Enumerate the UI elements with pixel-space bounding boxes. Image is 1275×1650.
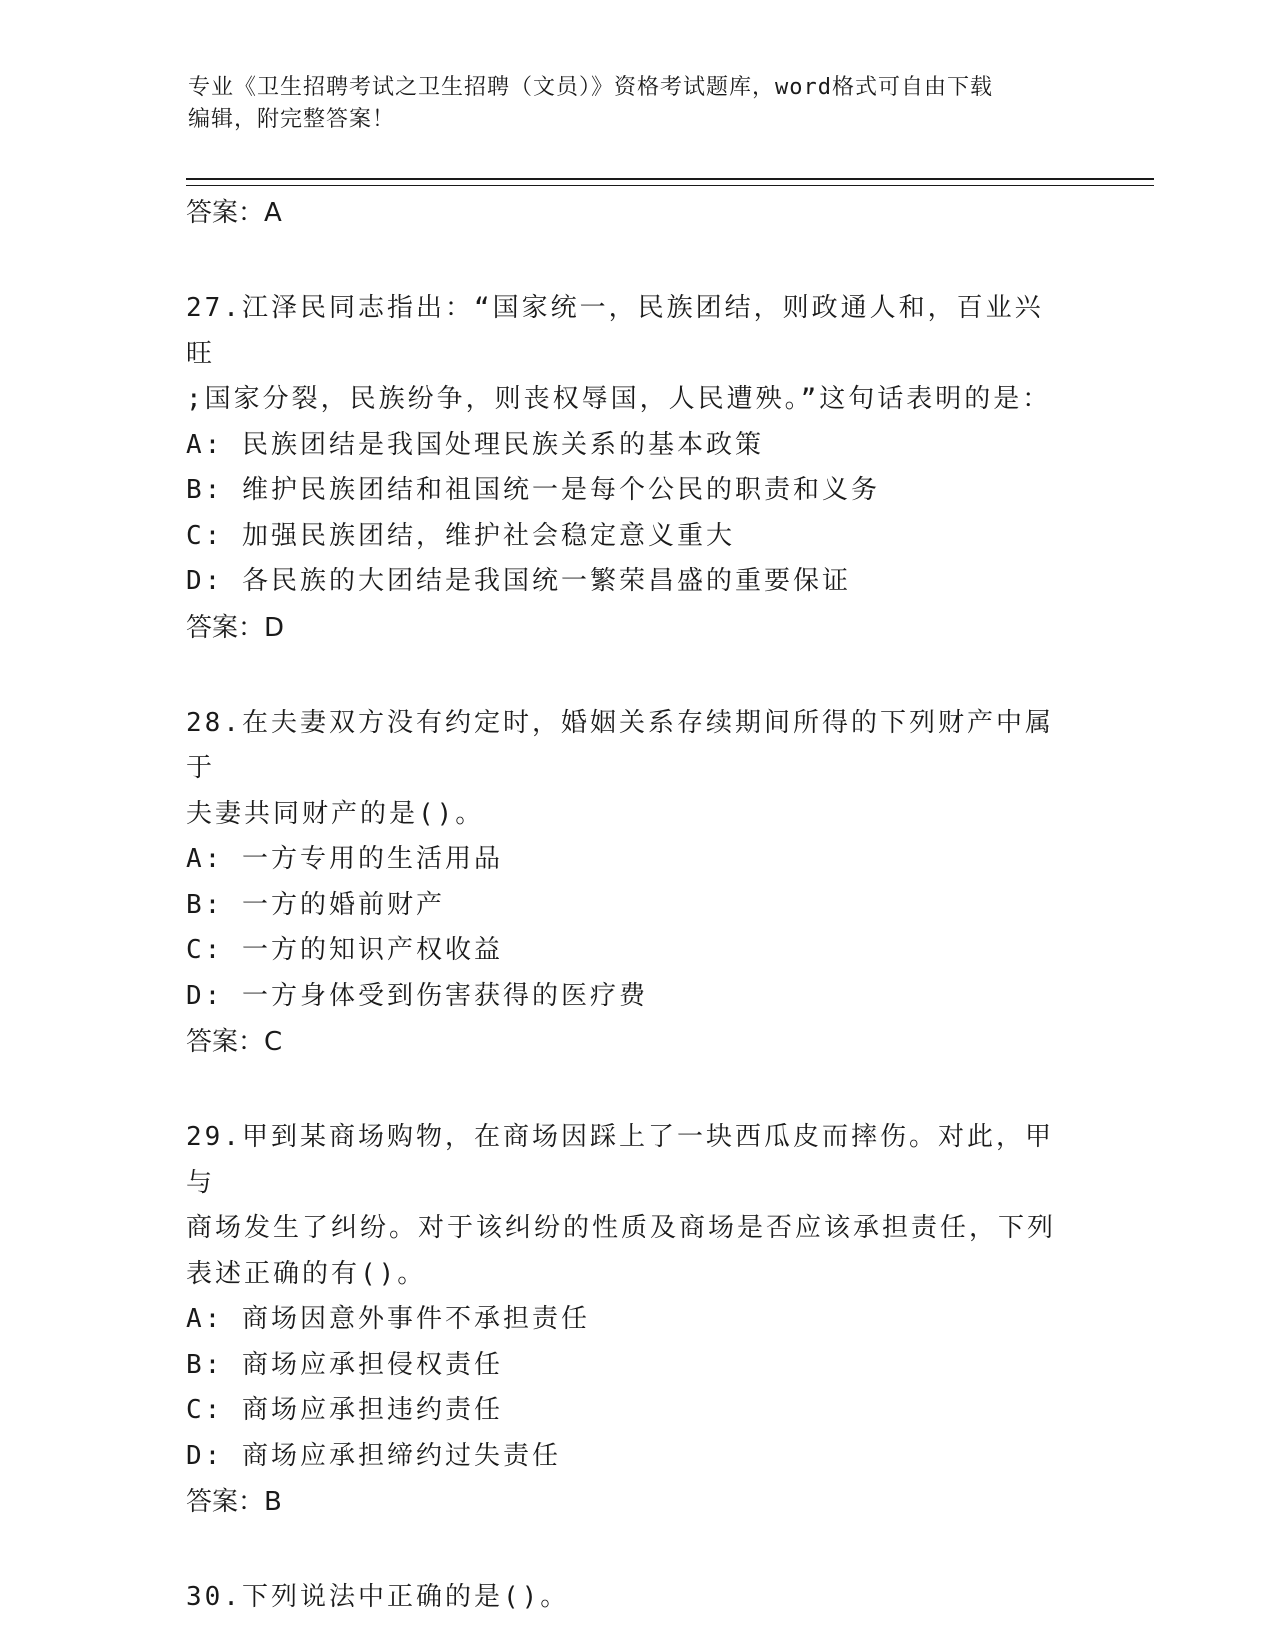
option-c: C: 一方的知识产权收益: [186, 935, 503, 965]
question-stem: [186, 1575, 1066, 1621]
header-line-2: 编辑，附完整答案！: [188, 107, 396, 132]
option-d: D: 一方身体受到伤害获得的医疗费: [186, 980, 648, 1011]
header-line-1: 专业《卫生招聘考试之卫生招聘（文员）》资格考试题库，word格式可自由下载: [188, 75, 993, 100]
option-b: B: 维护民族团结和祖国统一是每个公民的职责和义务: [186, 475, 880, 505]
option-a: A: 民族团结是我国处理民族关系的基本政策: [186, 429, 764, 460]
question-stem-line: 29.甲到某商场购物，在商场因踩上了一块西瓜皮而摔伤。对此，甲与: [186, 1122, 1054, 1198]
answer-line: 答案：C: [186, 1027, 283, 1057]
header-divider: [186, 178, 1154, 186]
option-c: C: 加强民族团结，维护社会稳定意义重大: [186, 520, 735, 551]
question-stem-line: 27.江泽民同志指出：“国家统一，民族团结，则政通人和，百业兴旺: [186, 293, 1044, 369]
question-stem-line: ;国家分裂，民族纷争，则丧权辱国，人民遭殃。”这句话表明的是：: [186, 384, 1052, 414]
document-header: [188, 72, 1088, 136]
option-b: B: 商场应承担侵权责任: [186, 1349, 503, 1380]
question-stem-line: 商场发生了纠纷。对于该纠纷的性质及商场是否应该承担责任，下列: [186, 1213, 1057, 1243]
option-a: A: 一方专用的生活用品: [186, 844, 503, 874]
answer-line: 答案：B: [186, 1487, 282, 1517]
question-29: [186, 1115, 1066, 1525]
answer-line: 答案：D: [186, 612, 285, 643]
option-d: D: 各民族的大团结是我国统一繁荣昌盛的重要保证: [186, 566, 851, 596]
option-b: B: 一方的婚前财产: [186, 889, 445, 920]
question-27: [186, 286, 1066, 651]
answer-line: 答案：A: [186, 198, 282, 228]
question-stem: [186, 286, 1066, 423]
option-a: A: 商场因意外事件不承担责任: [186, 1304, 590, 1334]
question-stem: [186, 1115, 1066, 1297]
question-stem-line: 表述正确的有()。: [186, 1258, 427, 1289]
question-28: [186, 701, 1066, 1066]
option-c: C: 商场应承担违约责任: [186, 1395, 503, 1425]
question-stem-line: 夫妻共同财产的是()。: [186, 798, 485, 829]
question-30: [186, 1575, 1066, 1621]
question-stem: [186, 701, 1066, 838]
question-list: [186, 190, 1066, 1621]
option-d: D: 商场应承担缔约过失责任: [186, 1440, 561, 1471]
question-stem-line: 28.在夫妻双方没有约定时，婚姻关系存续期间所得的下列财产中属于: [186, 707, 1054, 783]
question-stem-line: 30.下列说法中正确的是()。: [186, 1582, 570, 1612]
